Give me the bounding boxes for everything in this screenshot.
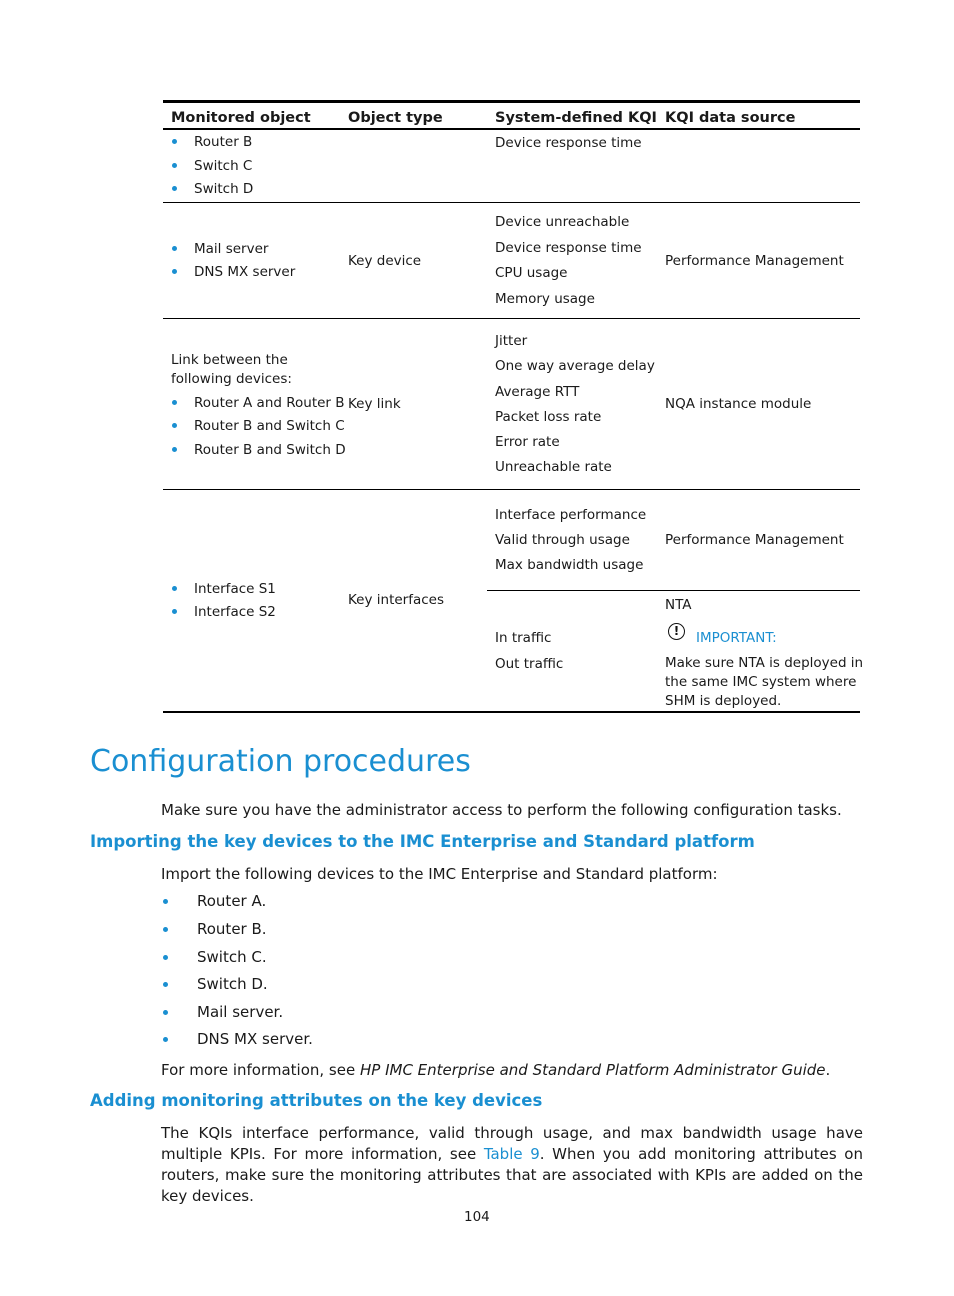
- bullet-icon: [163, 1037, 168, 1042]
- row-divider: [163, 202, 860, 203]
- list-item: Router B.: [197, 920, 267, 938]
- important-label: IMPORTANT:: [696, 630, 777, 646]
- table-9-link[interactable]: Table 9: [483, 1145, 540, 1163]
- more-info-suffix: .: [825, 1061, 831, 1079]
- important-note-line: Make sure NTA is deployed in: [665, 655, 864, 671]
- more-info: [161, 1060, 830, 1081]
- header-object-type: Object type: [348, 110, 443, 126]
- kqi-item: Error rate: [495, 434, 560, 450]
- link-intro-line: Link between the: [171, 352, 288, 368]
- kqi-item: Out traffic: [495, 656, 564, 672]
- kqi-item: CPU usage: [495, 265, 568, 281]
- kqi-item: Unreachable rate: [495, 459, 612, 475]
- kqi-item: Device response time: [495, 135, 642, 151]
- kqi-source: NTA: [665, 597, 692, 613]
- section-title: Configuration procedures: [90, 744, 471, 779]
- monitored-object-item: Router A and Router B: [194, 395, 345, 411]
- kqi-item: Device response time: [495, 240, 642, 256]
- monitored-object-item: Mail server: [194, 241, 269, 257]
- monitored-object-item: Router B and Switch D: [194, 442, 346, 458]
- subsection-title-import: Importing the key devices to the IMC Enterprise and Standard platform: [90, 832, 755, 851]
- important-note-line: SHM is deployed.: [665, 693, 782, 709]
- section-intro: Make sure you have the administrator access to perform the following configuration tasks.: [161, 801, 842, 819]
- paragraph-text: . When you add monitoring attributes on routers, make sure the monitoring attributes that are associated with KPIs are added on the key devices.: [161, 1145, 863, 1205]
- row-divider: [163, 489, 860, 490]
- kqi-item: Packet loss rate: [495, 409, 602, 425]
- monitored-object-item: Router B: [194, 134, 253, 150]
- import-lead: Import the following devices to the IMC Enterprise and Standard platform:: [161, 865, 718, 883]
- list-item: DNS MX server.: [197, 1030, 313, 1048]
- monitored-object-item: Router B and Switch C: [194, 418, 345, 434]
- table-header-rule: [163, 128, 860, 130]
- header-kqi-source: KQI data source: [665, 110, 796, 126]
- important-icon: !: [668, 623, 685, 640]
- important-note-line: the same IMC system where: [665, 674, 857, 690]
- monitored-object-item: Interface S1: [194, 581, 276, 597]
- bullet-icon: [172, 586, 177, 591]
- bullet-icon: [163, 899, 168, 904]
- kqi-item: Max bandwidth usage: [495, 557, 644, 573]
- page-number: 104: [464, 1209, 490, 1225]
- bullet-icon: [163, 927, 168, 932]
- kqi-item: One way average delay: [495, 358, 655, 374]
- header-system-kqi: System-defined KQI: [495, 110, 657, 126]
- more-info-prefix: For more information, see: [161, 1061, 360, 1079]
- object-type: Key interfaces: [348, 592, 445, 608]
- bullet-icon: [172, 447, 177, 452]
- monitoring-paragraph: [161, 1123, 863, 1207]
- kqi-item: Jitter: [495, 333, 528, 349]
- monitored-object-item: Switch D: [194, 181, 254, 197]
- list-item: Switch D.: [197, 975, 268, 993]
- paragraph-text: The KQIs interface performance, valid through usage, and max bandwidth usage have multiple KPIs. For more information, see: [161, 1124, 863, 1163]
- kqi-item: Valid through usage: [495, 532, 630, 548]
- bullet-icon: [172, 246, 177, 251]
- monitored-object-item: Interface S2: [194, 604, 276, 620]
- table-top-rule: [163, 100, 860, 103]
- kqi-source: Performance Management: [665, 532, 844, 548]
- kqi-item: Interface performance: [495, 507, 647, 523]
- header-monitored-object: Monitored object: [171, 110, 311, 126]
- bullet-icon: [172, 163, 177, 168]
- kqi-item: Device unreachable: [495, 214, 630, 230]
- list-item: Switch C.: [197, 948, 267, 966]
- sub-row-divider: [487, 590, 860, 591]
- list-item: Router A.: [197, 892, 267, 910]
- bullet-icon: [163, 982, 168, 987]
- row-divider: [163, 318, 860, 319]
- monitored-object-item: Switch C: [194, 158, 253, 174]
- table-bottom-rule: [163, 711, 860, 713]
- kqi-item: Memory usage: [495, 291, 595, 307]
- bullet-icon: [163, 955, 168, 960]
- bullet-icon: [172, 423, 177, 428]
- bullet-icon: [172, 269, 177, 274]
- bullet-icon: [172, 186, 177, 191]
- kqi-item: In traffic: [495, 630, 552, 646]
- guide-title: HP IMC Enterprise and Standard Platform Administrator Guide: [359, 1061, 826, 1079]
- list-item: Mail server.: [197, 1003, 284, 1021]
- bullet-icon: [172, 139, 177, 144]
- kqi-source: NQA instance module: [665, 396, 812, 412]
- object-type: Key link: [348, 396, 401, 412]
- bullet-icon: [172, 400, 177, 405]
- monitored-object-item: DNS MX server: [194, 264, 296, 280]
- bullet-icon: [163, 1010, 168, 1015]
- bullet-icon: [172, 609, 177, 614]
- object-type: Key device: [348, 253, 422, 269]
- kqi-source: Performance Management: [665, 253, 844, 269]
- kqi-item: Average RTT: [495, 384, 580, 400]
- subsection-title-monitoring: Adding monitoring attributes on the key devices: [90, 1091, 543, 1110]
- link-intro-line: following devices:: [171, 371, 292, 387]
